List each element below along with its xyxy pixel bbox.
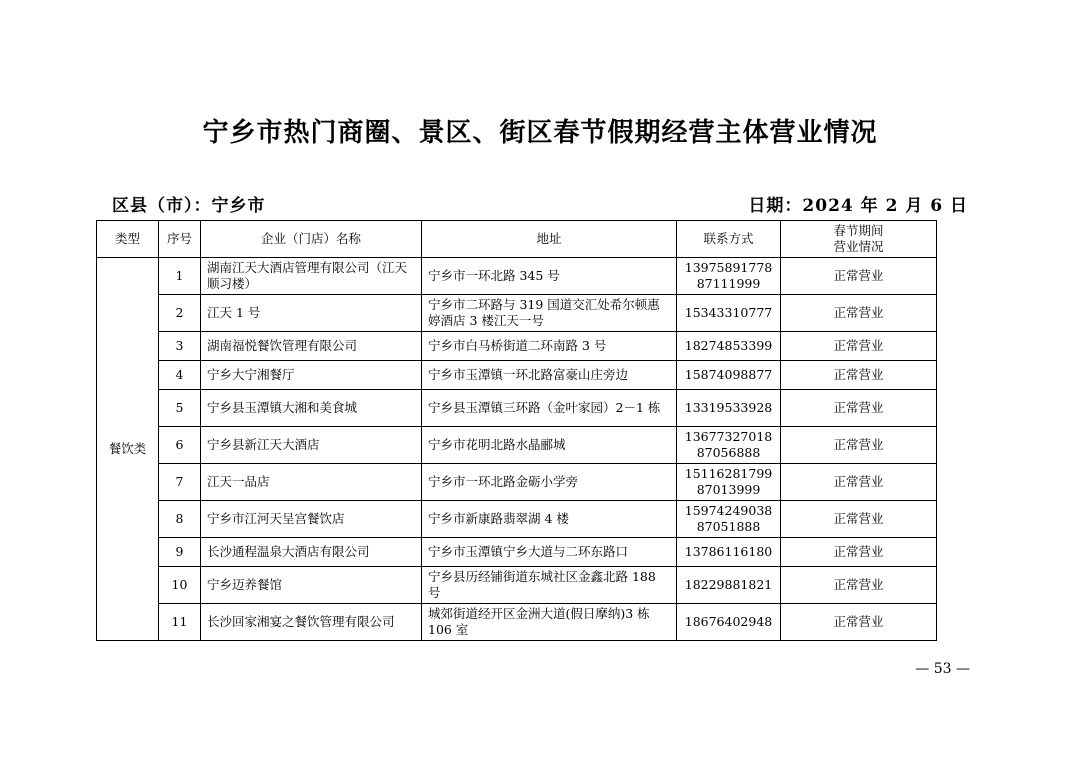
- table-row: [97, 427, 937, 464]
- phone-primary: 18229881821: [684, 577, 773, 592]
- header-status-line1: 春节期间: [833, 223, 884, 238]
- name-cell: 宁乡市江河天呈宫餐饮店: [201, 501, 422, 538]
- business-table: [96, 220, 937, 641]
- phone-primary: 13975891778: [684, 260, 773, 275]
- table-row: [97, 538, 937, 567]
- phone-primary: 15343310777: [684, 305, 773, 320]
- header-contact: 联系方式: [677, 221, 781, 258]
- table-row: [97, 332, 937, 361]
- table-row: [97, 295, 937, 332]
- status-cell: 正常营业: [781, 501, 937, 538]
- contact-cell: [677, 258, 781, 295]
- status-cell: 正常营业: [781, 538, 937, 567]
- phone-secondary: 87013999: [696, 482, 761, 497]
- address-cell: 宁乡县玉潭镇三环路（金叶家园）2－1 栋: [422, 390, 677, 427]
- seq-cell: 10: [159, 567, 201, 604]
- table-row: [97, 258, 937, 295]
- name-cell: 宁乡大宁湘餐厅: [201, 361, 422, 390]
- header-address: 地址: [422, 221, 677, 258]
- phone-primary: 18274853399: [684, 338, 773, 353]
- contact-cell: [677, 361, 781, 390]
- contact-cell: [677, 501, 781, 538]
- status-cell: 正常营业: [781, 361, 937, 390]
- contact-cell: [677, 332, 781, 361]
- name-cell: 江天一品店: [201, 464, 422, 501]
- address-cell: 宁乡市新康路翡翠湖 4 楼: [422, 501, 677, 538]
- table-row: [97, 390, 937, 427]
- status-cell: 正常营业: [781, 567, 937, 604]
- contact-cell: [677, 464, 781, 501]
- status-cell: 正常营业: [781, 258, 937, 295]
- seq-cell: 8: [159, 501, 201, 538]
- seq-cell: 6: [159, 427, 201, 464]
- address-cell: 宁乡市一环北路 345 号: [422, 258, 677, 295]
- document-title: 宁乡市热门商圈、景区、街区春节假期经营主体营业情况: [202, 118, 878, 148]
- phone-primary: 15974249038: [684, 503, 773, 518]
- phone-primary: 13677327018: [684, 429, 773, 444]
- seq-cell: 5: [159, 390, 201, 427]
- category-cell: 餐饮类: [97, 258, 159, 641]
- name-cell: 宁乡迈养餐馆: [201, 567, 422, 604]
- contact-cell: [677, 390, 781, 427]
- table-row: [97, 501, 937, 538]
- seq-cell: 11: [159, 604, 201, 641]
- seq-cell: 7: [159, 464, 201, 501]
- phone-primary: 13319533928: [684, 400, 773, 415]
- table-row: [97, 567, 937, 604]
- phone-primary: 18676402948: [684, 614, 773, 629]
- name-cell: 宁乡县玉潭镇大湘和美食城: [201, 390, 422, 427]
- contact-cell: [677, 295, 781, 332]
- region-label: 区县（市）：宁乡市: [112, 196, 266, 216]
- name-cell: 湖南福悦餐饮管理有限公司: [201, 332, 422, 361]
- seq-cell: 9: [159, 538, 201, 567]
- table-row: [97, 361, 937, 390]
- header-type: 类型: [97, 221, 159, 258]
- phone-secondary: 87051888: [696, 519, 761, 534]
- address-cell: 宁乡市白马桥街道二环南路 3 号: [422, 332, 677, 361]
- address-cell: 宁乡市玉潭镇一环北路富豪山庄旁边: [422, 361, 677, 390]
- phone-secondary: 87111999: [696, 276, 761, 291]
- contact-cell: [677, 604, 781, 641]
- header-status-line2: 营业情况: [833, 239, 884, 254]
- address-cell: 宁乡市玉潭镇宁乡大道与二环东路口: [422, 538, 677, 567]
- name-cell: 湖南江天大酒店管理有限公司（江天顺习楼）: [201, 258, 422, 295]
- status-cell: 正常营业: [781, 295, 937, 332]
- header-status: [781, 221, 937, 258]
- table-header-row: [97, 221, 937, 258]
- header-seq: 序号: [159, 221, 201, 258]
- status-cell: 正常营业: [781, 427, 937, 464]
- seq-cell: 4: [159, 361, 201, 390]
- address-cell: 宁乡市一环北路金砺小学旁: [422, 464, 677, 501]
- address-cell: 宁乡市花明北路水晶郦城: [422, 427, 677, 464]
- header-name: 企业（门店）名称: [201, 221, 422, 258]
- address-cell: 城郊街道经开区金洲大道(假日摩纳)3 栋 106 室: [422, 604, 677, 641]
- seq-cell: 3: [159, 332, 201, 361]
- status-cell: 正常营业: [781, 332, 937, 361]
- address-cell: 宁乡市二环路与 319 国道交汇处希尔顿惠婷酒店 3 楼江天一号: [422, 295, 677, 332]
- seq-cell: 2: [159, 295, 201, 332]
- phone-primary: 15874098877: [684, 367, 773, 382]
- name-cell: 长沙回家湘宴之餐饮管理有限公司: [201, 604, 422, 641]
- page-number: — 53 —: [915, 661, 970, 677]
- phone-primary: 13786116180: [684, 544, 773, 559]
- contact-cell: [677, 567, 781, 604]
- date-label: 日期：2024 年 2 月 6 日: [748, 196, 968, 216]
- address-cell: 宁乡县历经铺街道东城社区金鑫北路 188 号: [422, 567, 677, 604]
- phone-secondary: 87056888: [696, 445, 761, 460]
- table-body: [97, 258, 937, 641]
- name-cell: 宁乡县新江天大酒店: [201, 427, 422, 464]
- status-cell: 正常营业: [781, 464, 937, 501]
- contact-cell: [677, 538, 781, 567]
- table-row: [97, 464, 937, 501]
- contact-cell: [677, 427, 781, 464]
- name-cell: 长沙通程温泉大酒店有限公司: [201, 538, 422, 567]
- name-cell: 江天 1 号: [201, 295, 422, 332]
- status-cell: 正常营业: [781, 390, 937, 427]
- table-row: [97, 604, 937, 641]
- seq-cell: 1: [159, 258, 201, 295]
- status-cell: 正常营业: [781, 604, 937, 641]
- phone-primary: 15116281799: [684, 466, 773, 481]
